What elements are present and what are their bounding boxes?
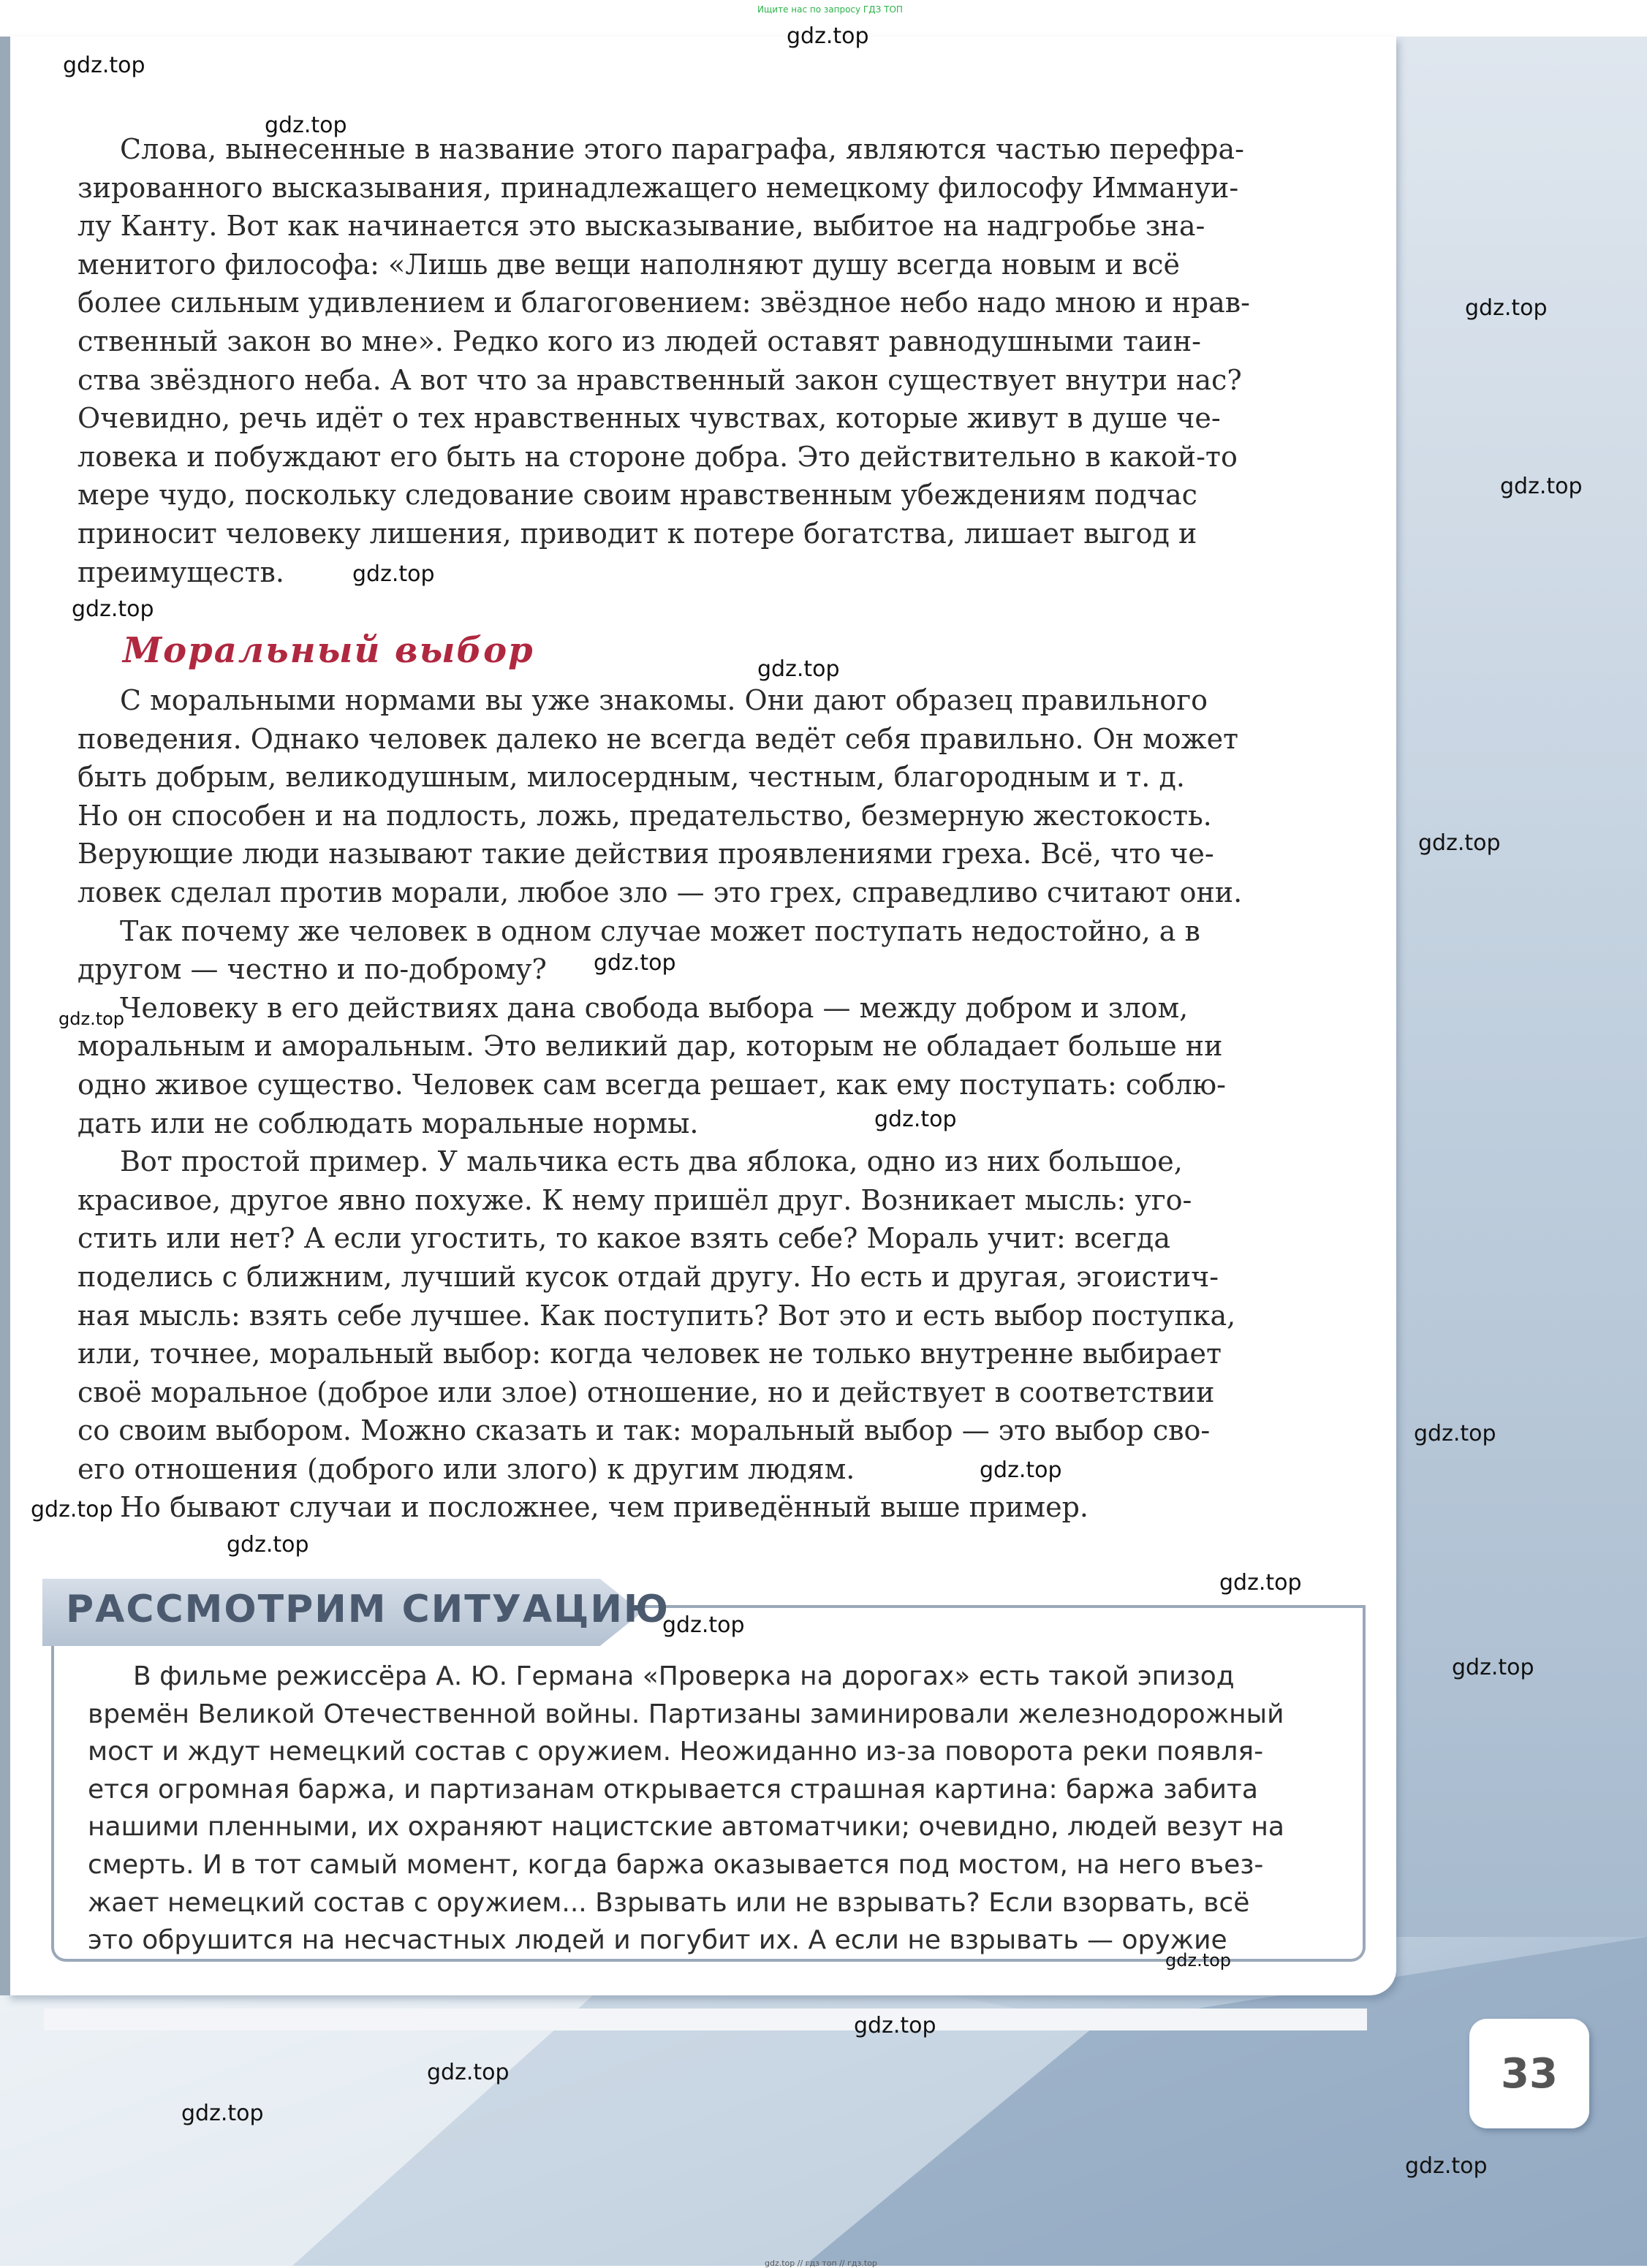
text-line: поведения. Однако человек далеко не всегда ведёт себя правильно. Он может (77, 722, 1239, 755)
watermark: gdz.top (1165, 1950, 1232, 1971)
text-line: моральным и аморальным. Это великий дар, которым не обладает больше ни (77, 1030, 1223, 1063)
watermark: gdz.top (31, 1497, 113, 1522)
text-line: ловек сделал против морали, любое зло — это грех, справедливо считают они. (77, 876, 1243, 909)
section-paragraph-4 (77, 1142, 1354, 1488)
watermark: gdz.top (72, 596, 154, 622)
section-paragraph-1 (77, 681, 1354, 912)
text-line: Слова, вынесенные в название этого параграфа, являются частью перефра- (120, 133, 1244, 165)
text-line: Вот простой пример. У мальчика есть два яблока, одно из них большое, (120, 1145, 1183, 1178)
footer-bar (44, 2009, 1367, 2030)
watermark: gdz.top (58, 1009, 125, 1029)
text-line: дать или не соблюдать моральные нормы. (77, 1107, 699, 1139)
text-line: жает немецкий состав с оружием... Взрывать или не взрывать? Если взорвать, всё (88, 1887, 1250, 1918)
text-line: Так почему же человек в одном случае может поступать недостойно, а в (120, 914, 1200, 947)
intro-paragraph (77, 130, 1354, 591)
text-line: это обрушится на несчастных людей и погубит их. А если не взрывать — оружие (88, 1925, 1227, 1956)
text-line: В фильме режиссёра А. Ю. Германа «Проверка на дорогах» есть такой эпизод (133, 1661, 1235, 1691)
page-number: 33 (1469, 2019, 1589, 2128)
text-line: мере чудо, поскольку следование своим нравственным убеждениям подчас (77, 479, 1197, 512)
page-background-right (1374, 37, 1647, 2229)
text-line: С моральными нормами вы уже знакомы. Они дают образец правильного (120, 684, 1208, 716)
text-line: Очевидно, речь идёт о тех нравственных чувствах, которые живут в душе че- (77, 402, 1221, 435)
text-line: ственный закон во мне». Редко кого из людей оставят равнодушными таин- (77, 325, 1202, 357)
watermark: gdz.top (662, 1612, 745, 1638)
text-line: приносит человеку лишения, приводит к потере богатства, лишает выгод и (77, 517, 1197, 550)
watermark: gdz.top (1452, 1655, 1534, 1680)
situation-banner-title: РАССМОТРИМ СИТУАЦИЮ (66, 1588, 670, 1631)
text-line: поделись с ближним, лучший кусок отдай другу. Но есть и другая, эгоистич- (77, 1260, 1219, 1293)
watermark: gdz.top (352, 561, 435, 587)
watermark: gdz.top (1465, 295, 1548, 321)
text-line: его отношения (доброго или злого) к другим людям. (77, 1452, 855, 1485)
text-line: быть добрым, великодушным, милосердным, честным, благородным и т. д. (77, 761, 1185, 794)
section-paragraph-3 (77, 989, 1354, 1142)
text-line: ная мысль: взять себе лучшее. Как поступить? Вот это и есть выбор поступка, (77, 1299, 1236, 1332)
watermark: gdz.top (427, 2060, 510, 2085)
situation-text (88, 1658, 1338, 1960)
section-body (77, 681, 1354, 1527)
situation-paragraph (88, 1658, 1338, 1960)
text-line: или, точнее, моральный выбор: когда человек не только внутренне выбирает (77, 1338, 1222, 1370)
watermark: gdz.top (1405, 2153, 1488, 2179)
text-line: ловека и побуждают его быть на стороне добра. Это действительно в какой-то (77, 440, 1238, 473)
text-line: ется огромная баржа, и партизанам открывается страшная картина: баржа забита (88, 1774, 1258, 1805)
footer-note: gdz.top // гдз топ // гдз.top (765, 2258, 877, 2268)
section-title: Моральный выбор (123, 630, 534, 671)
intro-text (77, 130, 1354, 591)
text-line: нашими пленными, их охраняют нацистские автоматчики; очевидно, людей везут на (88, 1812, 1284, 1843)
text-line: менитого философа: «Лишь две вещи наполняют душу всегда новым и всё (77, 248, 1180, 281)
watermark: gdz.top (854, 2013, 936, 2038)
watermark: gdz.top (1414, 1421, 1496, 1446)
text-line: своё моральное (доброе или злое) отношение, но и действует в соответствии (77, 1376, 1215, 1408)
text-line: более сильным удивлением и благоговением: звёздное небо надо мною и нрав- (77, 287, 1250, 319)
situation-box-top-border (642, 1605, 1363, 1608)
page-spine (0, 37, 10, 1995)
text-line: зированного высказывания, принадлежащего немецкому философу Иммануи- (77, 171, 1239, 204)
text-line: времён Великой Отечественной войны. Партизаны заминировали железнодорожный (88, 1699, 1284, 1729)
watermark: gdz.top (1219, 1570, 1302, 1596)
watermark: gdz.top (980, 1457, 1062, 1483)
text-line: другом — честно и по-доброму? (77, 953, 547, 986)
text-line: одно живое существо. Человек сам всегда решает, как ему поступать: соблю- (77, 1068, 1226, 1101)
watermark: gdz.top (63, 53, 145, 78)
watermark: gdz.top (1500, 474, 1583, 499)
text-line: Человеку в его действиях дана свобода выбора — между добром и злом, (120, 991, 1189, 1024)
watermark: gdz.top (594, 950, 676, 976)
text-line: со своим выбором. Можно сказать и так: моральный выбор — это выбор сво- (77, 1414, 1211, 1447)
text-line: ства звёздного неба. А вот что за нравственный закон существует внутри нас? (77, 363, 1242, 396)
watermark: gdz.top (787, 23, 869, 49)
text-line: стить или нет? А если угостить, то какое взять себе? Мораль учит: всегда (77, 1222, 1170, 1255)
watermark: gdz.top (181, 2101, 264, 2126)
text-line: преимуществ. (77, 555, 284, 588)
watermark: gdz.top (874, 1107, 957, 1132)
text-line: лу Канту. Вот как начинается это высказывание, выбитое на надгробье зна- (77, 210, 1205, 243)
text-line: мост и ждут немецкий состав с оружием. Неожиданно из-за поворота реки появля- (88, 1737, 1264, 1767)
watermark: gdz.top (1418, 830, 1501, 856)
text-line: смерть. И в тот самый момент, когда баржа оказывается под мостом, на него въез- (88, 1849, 1264, 1880)
text-line: Верующие люди называют такие действия проявлениями греха. Всё, что че- (77, 838, 1214, 871)
text-line: красивое, другое явно похуже. К нему пришёл друг. Возникает мысль: уго- (77, 1183, 1192, 1216)
text-line: Но бывают случаи и посложнее, чем приведённый выше пример. (120, 1491, 1089, 1524)
section-paragraph-2 (77, 912, 1354, 989)
watermark: gdz.top (265, 113, 347, 138)
watermark: gdz.top (227, 1532, 309, 1558)
watermark: gdz.top (757, 656, 840, 682)
text-line: Но он способен и на подлость, ложь, предательство, безмерную жестокость. (77, 799, 1212, 832)
section-paragraph-5 (77, 1488, 1354, 1527)
header-note: Ищите нас по запросу ГДЗ ТОП (757, 4, 903, 15)
